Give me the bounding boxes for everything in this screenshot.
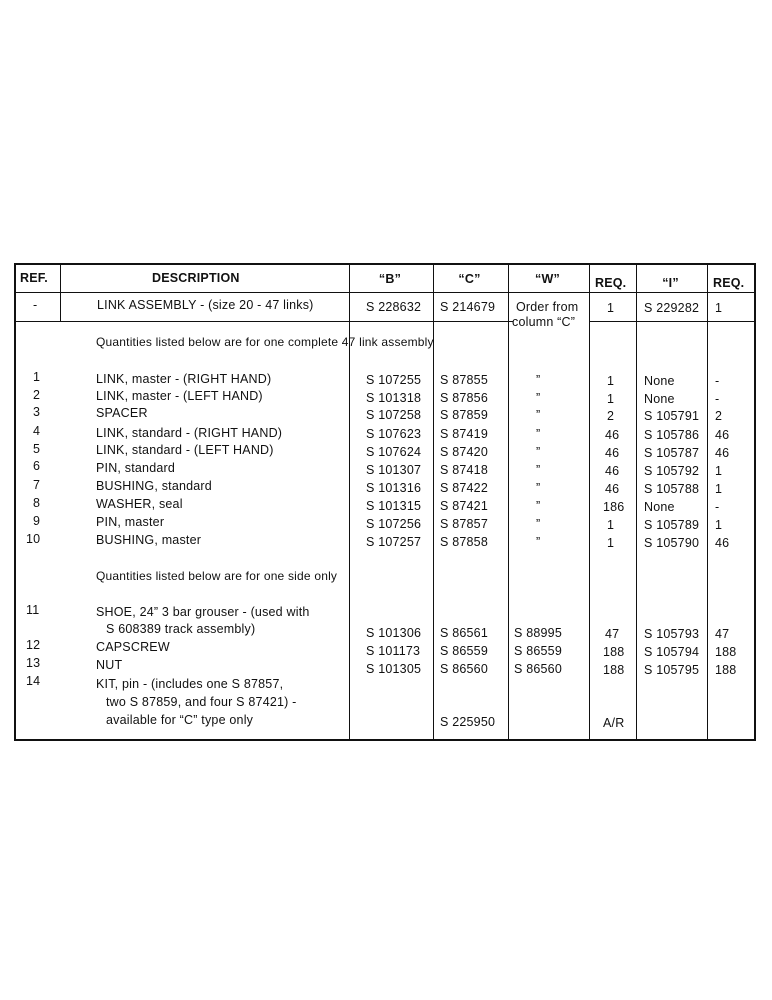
row-ref: 8 [33,496,41,510]
row-description: SPACER [96,406,148,420]
row-w: ” [536,463,541,477]
row-i: S 105787 [644,446,700,460]
row-divider [16,321,513,322]
row-req: 188 [603,663,625,677]
row-description: LINK, standard - (RIGHT HAND) [96,426,283,440]
row-req: 1 [715,482,723,496]
row-ref: 14 [26,674,41,688]
row-req: - [715,374,720,388]
row-ref: 6 [33,459,41,473]
header-c: “C” [458,272,481,286]
row-req: 47 [605,627,620,641]
row-description: BUSHING, standard [96,479,212,493]
assembly-c: S 214679 [440,300,496,314]
row-b: S 107623 [366,427,422,441]
row-b: S 107258 [366,408,422,422]
row-b: S 101315 [366,499,422,513]
row-w: ” [536,517,541,531]
row-w: S 86559 [514,644,562,658]
row-c: S 86559 [440,644,488,658]
header-req: REQ. [595,276,627,290]
row-ref: 9 [33,514,41,528]
row-i: S 105795 [644,663,700,677]
row-divider [589,321,754,322]
row-w: ” [536,373,541,387]
row-req: 46 [715,428,730,442]
row-i: None [644,500,675,514]
row-b: S 107624 [366,445,422,459]
row-description: CAPSCREW [96,640,170,654]
row-req: 2 [715,409,723,423]
row-description: WASHER, seal [96,497,183,511]
header-b: “B” [378,272,402,286]
assembly-b: S 228632 [366,300,422,314]
row-req: 46 [715,446,730,460]
row-w: ” [536,481,541,495]
row-description: two S 87859, and four S 87421) - [106,695,297,709]
row-c: S 87855 [440,373,488,387]
row-req: A/R [603,716,625,730]
row-b: S 101316 [366,481,422,495]
row-b: S 107256 [366,517,422,531]
row-description: LINK, master - (LEFT HAND) [96,389,263,403]
row-req: 46 [605,482,620,496]
row-req: 46 [605,446,620,460]
header-ref: REF. [20,271,48,285]
row-w: ” [536,391,541,405]
row-c: S 87857 [440,517,488,531]
row-req: 188 [715,663,737,677]
column-divider [636,265,637,739]
assembly-req: 1 [607,301,615,315]
row-ref: 11 [26,603,40,617]
assembly-w-line1: Order from [516,300,579,314]
column-divider [707,265,708,739]
row-req: - [715,500,720,514]
row-description: NUT [96,658,123,672]
row-req: - [715,392,720,406]
note-complete-assembly: Quantities listed below are for one complete 47 link assembly [96,335,434,349]
column-divider [60,265,61,322]
row-c: S 86560 [440,662,488,676]
row-description: LINK, standard - (LEFT HAND) [96,443,274,457]
row-req: 47 [715,627,730,641]
row-i: None [644,374,675,388]
row-b: S 101173 [366,644,421,658]
row-c: S 87419 [440,427,488,441]
row-description: SHOE, 24” 3 bar grouser - (used with [96,605,310,619]
row-c: S 87422 [440,481,488,495]
row-ref: 7 [33,478,41,492]
column-divider [508,265,509,739]
row-ref: 3 [33,405,41,419]
row-b: S 107257 [366,535,422,549]
row-b: S 101306 [366,626,422,640]
column-divider [589,265,590,739]
row-b: S 107255 [366,373,422,387]
row-req: 1 [607,374,615,388]
header-divider [16,292,754,293]
row-ref: 5 [33,442,41,456]
row-b: S 101307 [366,463,422,477]
row-c: S 87859 [440,408,488,422]
row-description: available for “C” type only [106,713,254,727]
assembly-ref: - [33,298,38,312]
row-req: 1 [715,518,723,532]
row-req: 46 [605,464,620,478]
row-description: PIN, standard [96,461,176,475]
row-i: S 105788 [644,482,700,496]
row-i: S 105794 [644,645,700,659]
row-c: S 87856 [440,391,488,405]
row-c: S 87858 [440,535,488,549]
row-i: S 105793 [644,627,700,641]
row-c: S 225950 [440,715,496,729]
row-w: ” [536,427,541,441]
row-req: 1 [607,518,615,532]
header-w: “W” [535,272,560,286]
row-i: None [644,392,675,406]
row-description: S 608389 track assembly) [106,622,256,636]
row-i: S 105789 [644,518,700,532]
row-req: 46 [715,536,730,550]
row-req: 2 [607,409,615,423]
row-i: S 105791 [644,409,700,423]
row-req: 1 [607,536,615,550]
note-one-side: Quantities listed below are for one side only [96,569,338,583]
assembly-req: 1 [715,301,723,315]
row-description: KIT, pin - (includes one S 87857, [96,677,284,691]
row-ref: 10 [26,532,41,546]
row-req: 188 [715,645,737,659]
row-description: LINK, master - (RIGHT HAND) [96,372,272,386]
row-i: S 105790 [644,536,700,550]
row-c: S 87418 [440,463,488,477]
header-description: DESCRIPTION [152,271,240,285]
row-ref: 13 [26,656,41,670]
row-w: ” [536,499,541,513]
assembly-w-line2: column “C” [512,315,576,329]
row-b: S 101305 [366,662,422,676]
row-ref: 4 [33,424,41,438]
row-w: S 86560 [514,662,562,676]
row-ref: 1 [33,370,41,384]
row-req: 46 [605,428,620,442]
row-req: 186 [603,500,625,514]
row-req: 188 [603,645,625,659]
row-description: BUSHING, master [96,533,202,547]
row-description: PIN, master [96,515,165,529]
row-c: S 86561 [440,626,488,640]
row-w: ” [536,535,541,549]
row-w: ” [536,408,541,422]
row-i: S 105792 [644,464,700,478]
assembly-description: LINK ASSEMBLY - (size 20 - 47 links) [97,298,314,312]
row-w: S 88995 [514,626,562,640]
row-c: S 87421 [440,499,488,513]
row-w: ” [536,445,541,459]
row-ref: 2 [33,388,41,402]
assembly-i: S 229282 [644,301,700,315]
row-c: S 87420 [440,445,488,459]
row-b: S 101318 [366,391,422,405]
row-req: 1 [715,464,723,478]
header-req: REQ. [713,276,745,290]
header-i: “I” [662,276,679,290]
row-req: 1 [607,392,615,406]
row-i: S 105786 [644,428,700,442]
row-ref: 12 [26,638,41,652]
